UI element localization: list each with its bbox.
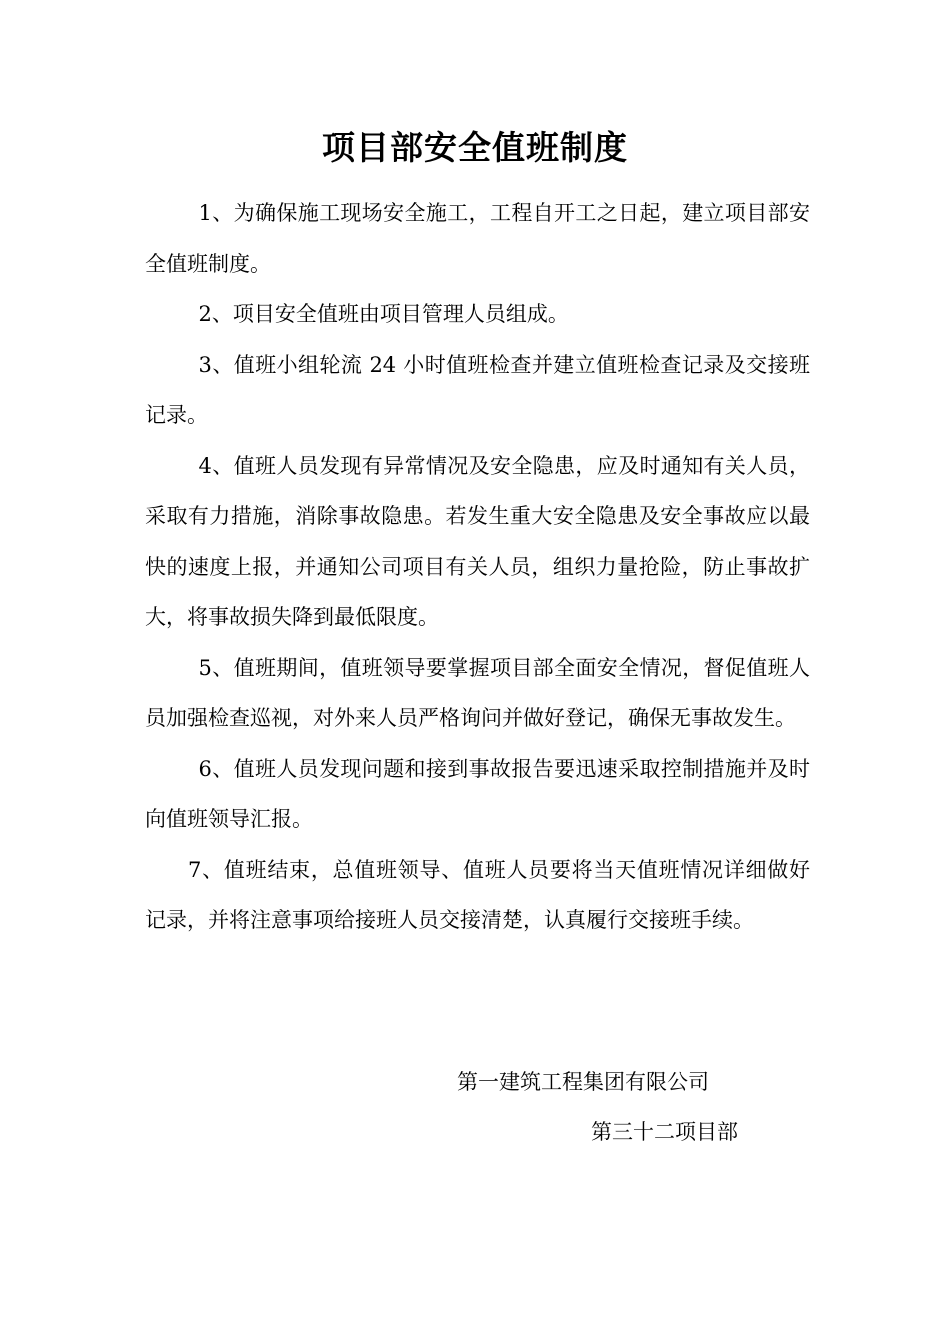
paragraph-4: 4、值班人员发现有异常情况及安全隐患，应及时通知有关人员，采取有力措施，消除事故隐患。若发生重大安全隐患及安全事故应以最快的速度上报，并通知公司项目有关人员，组织力量抢险，防止事故扩大，将事故损失降到最低限度。 — [145, 453, 810, 629]
document-body — [145, 188, 810, 946]
signature-company: 第一建筑工程集团有限公司 — [457, 1070, 709, 1094]
paragraph-7: 7、值班结束，总值班领导、值班人员要将当天值班情况详细做好记录，并将注意事项给接班人员交接清楚，认真履行交接班手续。 — [145, 857, 810, 932]
paragraph-1: 1、为确保施工现场安全施工，工程自开工之日起，建立项目部安全值班制度。 — [145, 201, 810, 276]
document-title: 项目部安全值班制度 — [322, 128, 628, 168]
paragraph-5: 5、值班期间，值班领导要掌握项目部全面安全情况，督促值班人员加强检查巡视，对外来人员严格询问并做好登记，确保无事故发生。 — [145, 655, 810, 730]
paragraph-2: 2、项目安全值班由项目管理人员组成。 — [198, 302, 569, 326]
paragraph-6: 6、值班人员发现问题和接到事故报告要迅速采取控制措施并及时向值班领导汇报。 — [145, 756, 810, 831]
signature-department: 第三十二项目部 — [591, 1120, 738, 1144]
paragraph-3: 3、值班小组轮流 24 小时值班检查并建立值班检查记录及交接班记录。 — [145, 352, 810, 427]
